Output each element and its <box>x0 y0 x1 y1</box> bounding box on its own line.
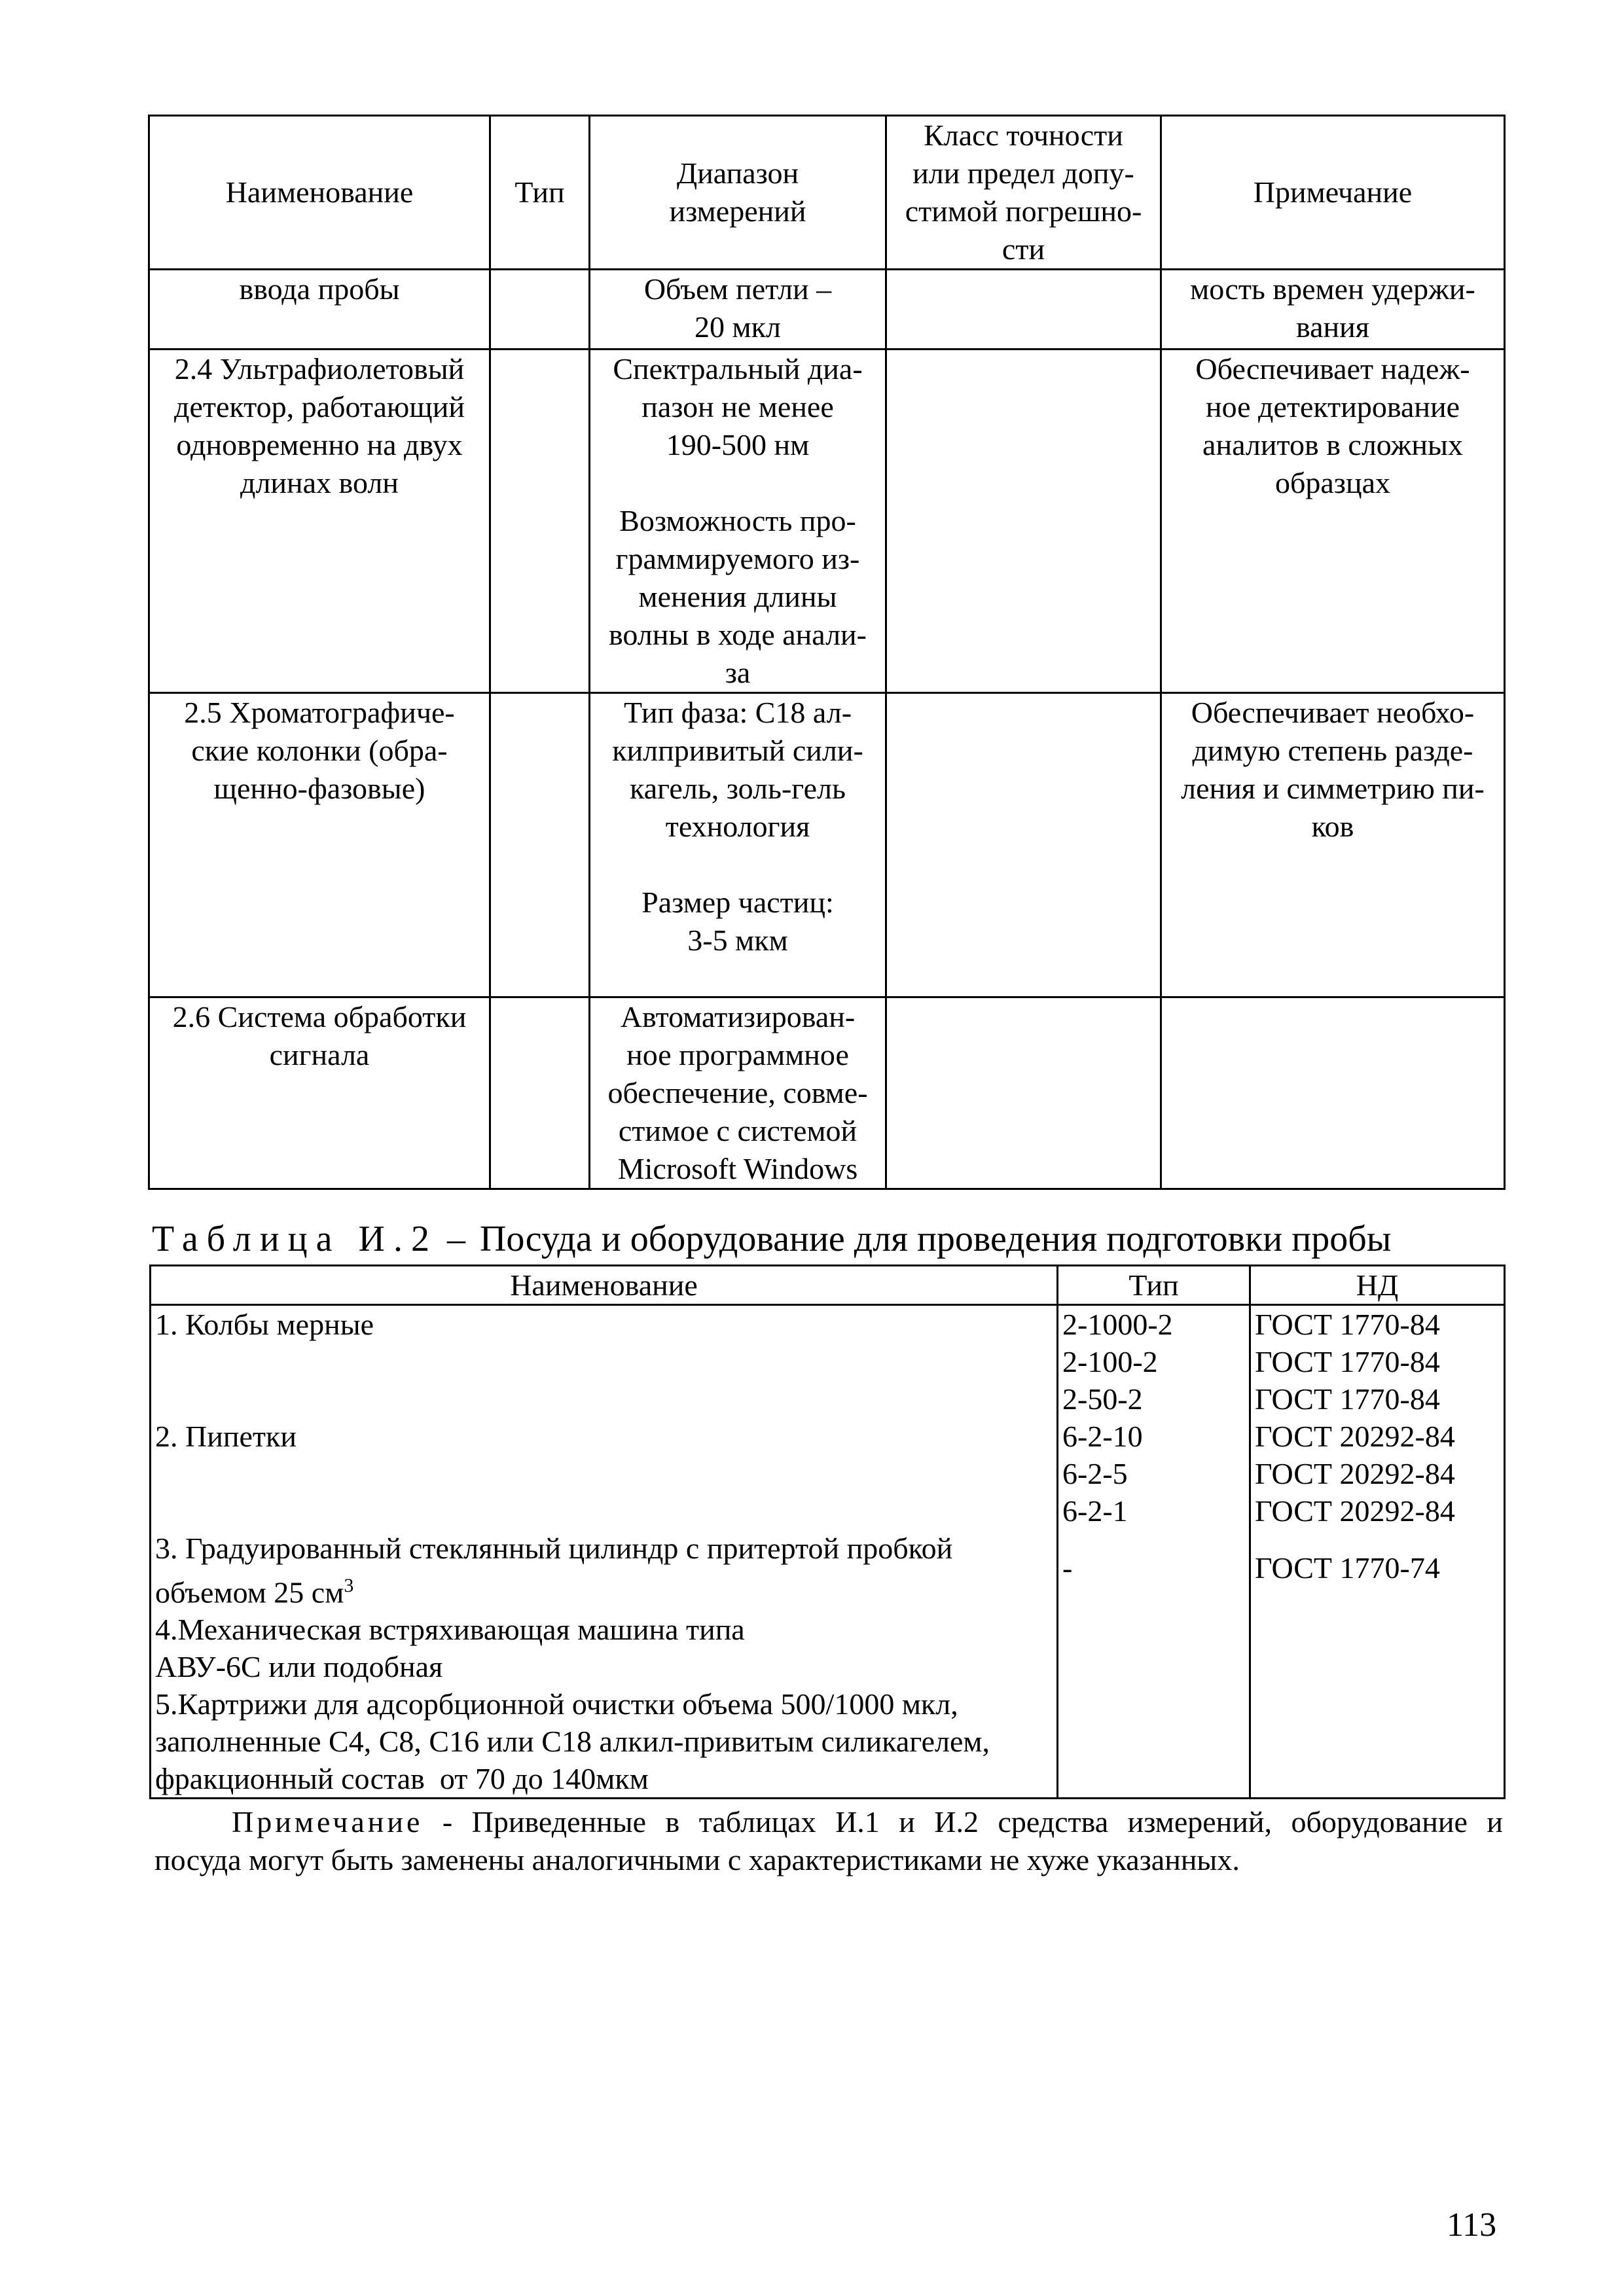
table-row <box>151 1305 1505 1799</box>
cell-class <box>886 693 1161 997</box>
cell-name: ввода пробы <box>149 270 490 350</box>
cell-names: 1. Колбы мерные 2. Пипетки 3. Градуированный стеклянный цилиндр с притертой пробкой объемом 25 $см^3$ 4.Механическая встряхивающая машина типа АВУ-6С или подобная 5.Картрижи для адсорбционной очистки объема 500/1000 мкл, заполненные С4, С8, С16 или С18 алкил-привитым силикагелем, фракционный состав от 70 до 140мкм <box>151 1305 1058 1799</box>
cell-range: Автоматизирован- ное программное обеспечение, совме- стимое с системой Microsoft Windows <box>590 997 886 1189</box>
cell-note: Обеспечивает необхо- димую степень разде- ления и симметрию пи- ков <box>1161 693 1505 997</box>
table-row <box>149 270 1505 350</box>
caption-title: Посуда и оборудование для проведения подготовки пробы <box>479 1219 1392 1259</box>
table-caption <box>152 1216 1507 1262</box>
cell-type <box>490 350 590 693</box>
cell-class <box>886 270 1161 350</box>
header-name: Наименование <box>149 116 490 270</box>
equipment-table-continued <box>148 115 1506 1190</box>
cell-name: 2.5 Хроматографиче- ские колонки (обра- щенно-фазовые) <box>149 693 490 997</box>
cell-types: 2-1000-2 2-100-2 2-50-2 6-2-10 6-2-5 6-2-1 - <box>1058 1305 1250 1799</box>
header-accuracy-class: Класс точности или предел допу- стимой погрешно- сти <box>886 116 1161 270</box>
cell-class <box>886 350 1161 693</box>
cell-range: Объем петли – 20 мкл <box>590 270 886 350</box>
cell-name: 2.4 Ультрафиолетовый детектор, работающий одновременно на двух длинах волн <box>149 350 490 693</box>
header-name: Наименование <box>151 1266 1058 1305</box>
table-row <box>149 997 1505 1189</box>
header-nd: НД <box>1250 1266 1505 1305</box>
page-number: 113 <box>1447 2206 1497 2244</box>
footnote: Примечание - Приведенные в таблицах И.1 и И.2 средства измерений, оборудование и посуда могут быть заменены аналогичными с характеристиками не хуже указанных. <box>154 1805 1503 1876</box>
table-header-row <box>151 1266 1505 1305</box>
cell-type <box>490 270 590 350</box>
note-label: Примечание <box>232 1805 424 1839</box>
header-range: Диапазон измерений <box>590 116 886 270</box>
cell-note <box>1161 997 1505 1189</box>
item-5: 5.Картрижи для адсорбционной очистки объема 500/1000 мкл, <box>155 1687 958 1721</box>
table-row <box>149 693 1505 997</box>
table-row <box>149 350 1505 693</box>
cell-note: мость времен удержи- вания <box>1161 270 1505 350</box>
caption-label: Таблица И.2 <box>152 1219 438 1259</box>
glassware-equipment-table <box>149 1265 1506 1799</box>
header-type: Тип <box>1058 1266 1250 1305</box>
item-4: 4.Механическая встряхивающая машина типа <box>155 1613 745 1647</box>
header-note: Примечание <box>1161 116 1505 270</box>
header-type: Тип <box>490 116 590 270</box>
cell-range: Спектральный диа- пазон не менее 190-500 нм Возможность про- граммируемого из- менения длины волны в ходе анали- за <box>590 350 886 693</box>
cell-type <box>490 997 590 1189</box>
table-header-row <box>149 116 1505 270</box>
cell-nds: ГОСТ 1770-84 ГОСТ 1770-84 ГОСТ 1770-84 ГОСТ 20292-84 ГОСТ 20292-84 ГОСТ 20292-84 ГОСТ 1770-74 <box>1250 1305 1505 1799</box>
cell-name: 2.6 Система обработки сигнала <box>149 997 490 1189</box>
item-3: 3. Градуированный стеклянный цилиндр с притертой пробкой объемом 25 $см^3$ <box>155 1532 953 1609</box>
cell-note: Обеспечивает надеж- ное детектирование аналитов в сложных образцах <box>1161 350 1505 693</box>
cell-class <box>886 997 1161 1189</box>
cell-type <box>490 693 590 997</box>
caption-dash: – <box>446 1219 465 1259</box>
cell-range: Тип фаза: С18 ал- килпривитый сили- кагель, золь-гель технология Размер частиц: 3-5 мкм <box>590 693 886 997</box>
